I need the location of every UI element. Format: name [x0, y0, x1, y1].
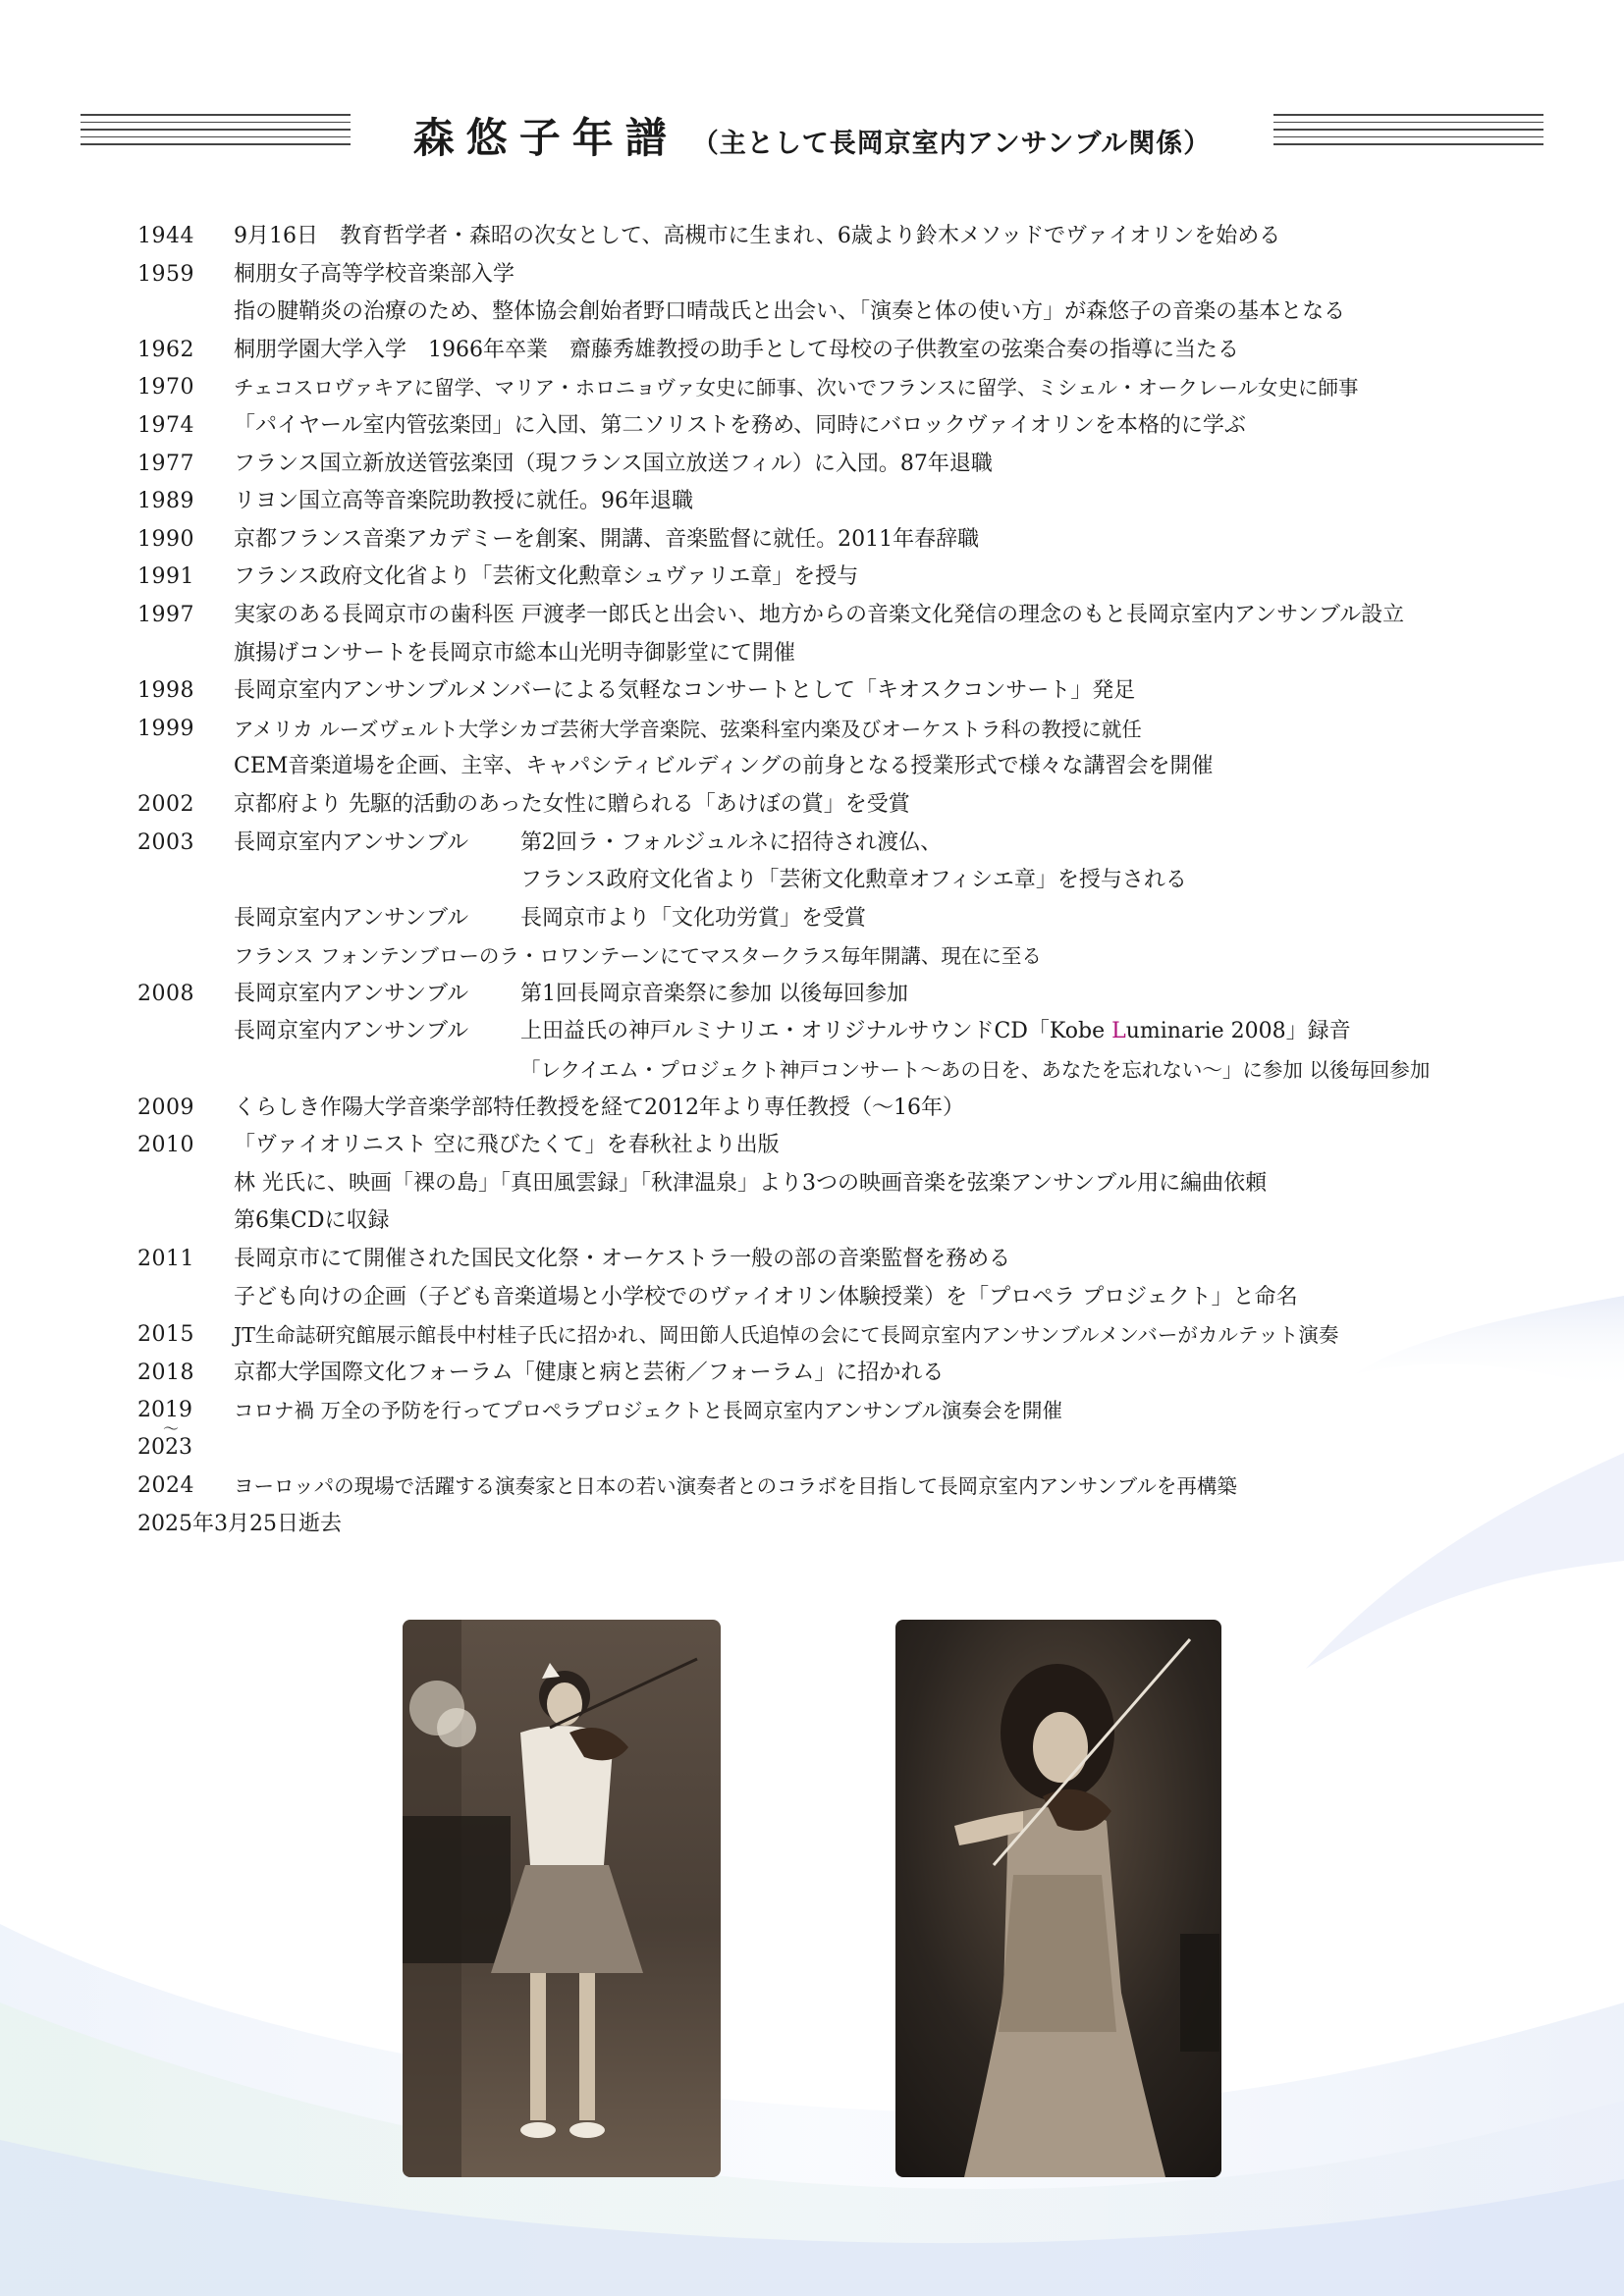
timeline-year: 1959: [137, 261, 194, 287]
detail-post: uminarie 2008」録音: [1125, 1019, 1351, 1044]
timeline-year: 1977: [137, 451, 194, 476]
timeline-year: 1998: [137, 678, 194, 704]
timeline-year: 2018: [137, 1360, 194, 1385]
timeline-text: ヨーロッパの現場で活躍する演奏家と日本の若い演奏者とのコラボを目指して長岡京室内アンサンブルを再構築: [234, 1474, 1237, 1499]
timeline-row: [137, 559, 1542, 597]
timeline-row: [137, 786, 1542, 825]
timeline-row-final: [137, 1506, 1542, 1544]
timeline-row: [137, 748, 1542, 786]
timeline-text: 9月16日 教育哲学者・森昭の次女として、高槻市に生まれ、6歳より鈴木メソッドでヴァイオリンを始める: [234, 224, 1281, 248]
timeline-year: 2009: [137, 1095, 194, 1120]
timeline-detail: [520, 1013, 1351, 1051]
timeline-year: 1989: [137, 489, 194, 514]
timeline-year: 2011: [137, 1247, 194, 1272]
timeline-row: [137, 1279, 1542, 1317]
timeline-row: [137, 597, 1542, 635]
adult-violinist-photo: [895, 1620, 1221, 2177]
timeline-text: CEM音楽道場を企画、主宰、キャパシティビルディングの前身となる授業形式で様々な講習会を開催: [234, 754, 1214, 779]
timeline-text: 実家のある長岡京市の歯科医 戸渡孝一郎氏と出会い、地方からの音楽文化発信の理念のもと長岡京室内アンサンブル設立: [234, 602, 1405, 627]
timeline-row: [137, 1202, 1542, 1241]
year-range-separator: 〜: [163, 1419, 180, 1439]
timeline-text: くらしき作陽大学音楽学部特任教授を経て2012年より専任教授（〜16年）: [234, 1095, 964, 1120]
timeline-year: 1997: [137, 602, 194, 627]
timeline-text: 「ヴァイオリニスト 空に飛びたくて」を春秋社より出版: [234, 1133, 780, 1158]
timeline-year: 1990: [137, 526, 194, 552]
timeline-text: 子ども向けの企画（子ども音楽道場と小学校でのヴァイオリン体験授業）を「プロペラ プロジェクト」と命名: [234, 1284, 1298, 1309]
timeline-row-range: [137, 1392, 1542, 1468]
timeline-text: 旗揚げコンサートを長岡京市総本山光明寺御影堂にて開催: [234, 640, 796, 666]
timeline-year: 2008: [137, 981, 194, 1006]
timeline-year: 2003: [137, 829, 194, 855]
timeline-row: [137, 1316, 1542, 1355]
timeline-text: 京都大学国際文化フォーラム「健康と病と芸術／フォーラム」に招かれる: [234, 1360, 945, 1385]
page-subtitle: （主として長岡京室内アンサンブル関係）: [691, 129, 1212, 159]
timeline-text: JT生命誌研究館展示館長中村桂子氏に招かれ、岡田節人氏追悼の会にて長岡京室内アンサンブルメンバーがカルテット演奏: [234, 1323, 1339, 1348]
timeline: [137, 218, 1542, 1544]
timeline-text: 指の腱鞘炎の治療のため、整体協会創始者野口晴哉氏と出会い、「演奏と体の使い方」が森悠子の音楽の基本となる: [234, 299, 1346, 325]
timeline-year: 1962: [137, 337, 194, 362]
header-rule-right: [1273, 114, 1543, 151]
timeline-text: フランス国立新放送管弦楽団（現フランス国立放送フィル）に入団。87年退職: [234, 451, 993, 476]
timeline-row: [137, 446, 1542, 484]
timeline-row: [137, 483, 1542, 521]
timeline-year: 1974: [137, 412, 194, 438]
timeline-row: [137, 218, 1542, 256]
timeline-text: 桐朋学園大学入学 1966年卒業 齋藤秀雄教授の助手として母校の子供教室の弦楽合奏の指導に当たる: [234, 337, 1239, 362]
timeline-row: [137, 825, 1542, 863]
timeline-row: [137, 256, 1542, 294]
timeline-row: [137, 1013, 1542, 1051]
timeline-text: 長岡京室内アンサンブルメンバーによる気軽なコンサートとして「キオスクコンサート」発足: [234, 678, 1136, 704]
timeline-year-range: [137, 1399, 192, 1460]
timeline-row: [137, 1127, 1542, 1165]
timeline-row: [137, 711, 1542, 749]
timeline-text: フランス フォンテンブローのラ・ロワンテーンにてマスタークラス毎年開講、現在に至る: [234, 944, 1042, 969]
timeline-row: [137, 1468, 1542, 1506]
timeline-text: 「パイヤール室内管弦楽団」に入団、第二ソリストを務め、同時にバロックヴァイオリンを本格的に学ぶ: [234, 412, 1246, 438]
timeline-row: [137, 900, 1542, 938]
timeline-row: [137, 369, 1542, 407]
timeline-detail: 長岡京市より「文化功労賞」を受賞: [520, 905, 867, 931]
detail-pre: 上田益氏の神戸ルミナリエ・オリジナルサウンドCD「Kobe: [520, 1019, 1112, 1044]
timeline-row: [137, 521, 1542, 560]
timeline-row: [137, 1165, 1542, 1203]
timeline-row: [137, 672, 1542, 711]
timeline-org: 長岡京室内アンサンブル: [234, 829, 469, 855]
timeline-row: [137, 332, 1542, 370]
timeline-row: [137, 1355, 1542, 1393]
timeline-detail: 第2回ラ・フォルジュルネに招待され渡仏、: [520, 829, 943, 855]
timeline-detail: 第1回長岡京音楽祭に参加 以後毎回参加: [520, 981, 908, 1006]
timeline-text: フランス政府文化省より「芸術文化勲章シュヴァリエ章」を授与: [234, 564, 859, 590]
year-range-start: 2019: [137, 1398, 192, 1423]
timeline-text: 林 光氏に、映画「裸の島」「真田風雲録」「秋津温泉」より3つの映画音楽を弦楽アンサンブル用に編曲依頼: [234, 1170, 1268, 1196]
timeline-year: 1999: [137, 716, 194, 741]
timeline-year: 2002: [137, 791, 194, 817]
death-date-line: 2025年3月25日逝去: [137, 1512, 342, 1536]
child-violinist-photo: [403, 1620, 721, 2177]
timeline-row: [137, 1051, 1542, 1090]
timeline-detail: 「レクイエム・プロジェクト神戸コンサート〜あの日を、あなたを忘れない〜」に参加 以後毎回参加: [520, 1058, 1431, 1083]
timeline-year: 1970: [137, 375, 194, 400]
timeline-text: コロナ禍 万全の予防を行ってプロペラプロジェクトと長岡京室内アンサンブル演奏会を開催: [234, 1399, 1062, 1423]
timeline-text: 桐朋女子高等学校音楽部入学: [234, 261, 515, 287]
detail-accent-letter: L: [1111, 1019, 1126, 1044]
timeline-text: 長岡京市にて開催された国民文化祭・オーケストラ一般の部の音楽監督を務める: [234, 1247, 1011, 1272]
timeline-text: リヨン国立高等音楽院助教授に就任。96年退職: [234, 489, 693, 514]
timeline-detail: フランス政府文化省より「芸術文化勲章オフィシエ章」を授与される: [520, 868, 1187, 893]
timeline-year: 2015: [137, 1322, 194, 1348]
timeline-year: 2024: [137, 1473, 194, 1499]
timeline-year: 1991: [137, 564, 194, 590]
timeline-text: 第6集CDに収録: [234, 1208, 390, 1234]
page-header: [81, 106, 1543, 162]
timeline-text: 京都フランス音楽アカデミーを創案、開講、音楽監督に就任。2011年春辞職: [234, 526, 980, 552]
timeline-text: チェコスロヴァキアに留学、マリア・ホロニョヴァ女史に師事、次いでフランスに留学、ミシェル・オークレール女史に師事: [234, 376, 1359, 400]
timeline-text: 京都府より 先駆的活動のあった女性に贈られる「あけぼの賞」を受賞: [234, 791, 910, 817]
page-title: 森悠子年譜: [412, 114, 678, 162]
timeline-org: 長岡京室内アンサンブル: [234, 1019, 469, 1044]
timeline-year: 1944: [137, 224, 194, 248]
timeline-row: [137, 937, 1542, 976]
timeline-org: 長岡京室内アンサンブル: [234, 905, 469, 931]
timeline-row: [137, 1241, 1542, 1279]
timeline-row: [137, 862, 1542, 900]
timeline-org: 長岡京室内アンサンブル: [234, 981, 469, 1006]
timeline-row: [137, 1090, 1542, 1128]
year-range-end: 2023: [137, 1435, 192, 1461]
timeline-row: [137, 407, 1542, 446]
timeline-text: アメリカ ルーズヴェルト大学シカゴ芸術大学音楽院、弦楽科室内楽及びオーケストラ科の教授に就任: [234, 717, 1142, 741]
timeline-year: 2010: [137, 1133, 194, 1158]
timeline-row: [137, 635, 1542, 673]
timeline-row: [137, 976, 1542, 1014]
timeline-row: [137, 294, 1542, 332]
